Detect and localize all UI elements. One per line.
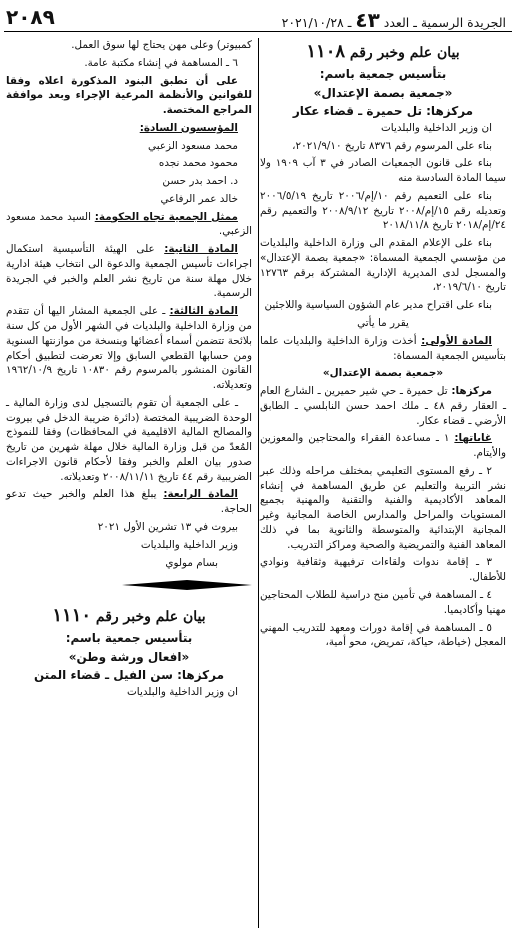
article-3: [6, 304, 252, 393]
article-2-label: المادة الثانية:: [164, 243, 238, 256]
association-name: «جمعية بصمة الإعتدال»: [313, 85, 453, 100]
recital: بناء على المرسوم رقم ٨٣٧٦ تاريخ ٢٠٢١/٩/١٠،: [292, 139, 492, 152]
article-1-label: المادة الأولى:: [421, 334, 492, 347]
recital: بناء على التعميم رقم ١٠/إم/٢٠٠٦ تاريخ ٢٠٠٦/٥/١٩ وتعديله رقم ١٥/إم/٢٠٠٨ تاريخ ٢٠٠٨/٩/١٢ والتعميم رقم ٢٤/إم/٢٠١٨ تاريخ ٢٠١٨/١١/٨: [260, 189, 506, 232]
article-4-text: يبلغ هذا العلم والخبر حيث تدعو الحاجة.: [6, 488, 252, 516]
article-3-label: المادة الثالثة:: [169, 305, 238, 318]
goal-item: ٣ ـ إقامة ندوات ولقاءات ترفيهية وثقافية ونوادي للأطفال.: [260, 556, 506, 584]
next-association-name: «افعال ورشة وطن»: [68, 649, 190, 664]
goal-item: ٥ ـ المساهمة في إقامة دورات ومعهد للتدريب المهني المعجل (خياطة، حياكة، تمريض، محو أمية،: [260, 621, 506, 649]
article-2-text: على الهيئة التأسيسية استكمال اجراءات تأسيس الجمعية والدعوة الى انتخاب هيئة ادارية خلال مهلة سنة من تاريخ نشر العلم والخبر في الجريدة الرسمية.: [6, 243, 252, 300]
signature-name: بسام مولوي: [165, 556, 218, 569]
goal-item: ٢ ـ رفع المستوى التعليمي بمختلف مراحله وذلك عبر نشر التربية والتعليم عن طريق المساهمة في إنشاء المعاهد الأكاديمية والفنية والتقنية والمهنية بجميع المستويات والمراحل والمدارس الخاصة المجانية وغير المجانية الإبتدائية والمتوسطة والثانوية بما في ذلك المعاهد الفنية والتمريضية والصحية ومراكز التدريب.: [260, 464, 506, 551]
article-1-text: أخذت وزارة الداخلية والبلديات علما بتأسيس الجمعية المسماة:: [260, 334, 506, 362]
next-minister-intro: ان وزير الداخلية والبلديات: [127, 685, 238, 698]
article-4-label: المادة الرابعة:: [163, 488, 238, 501]
government-representative: [6, 210, 252, 240]
signature-place-date: بيروت في ١٣ تشرين الأول ٢٠٢١: [97, 520, 238, 533]
article-1-hq-text: تل حميرة ـ حي شير حميرين ـ الشارع العام ـ العقار رقم ٤٨ ـ ملك احمد حسن النابلسي ـ الطابق الأرضي ـ قضاء عكار.: [260, 385, 507, 427]
next-statement-number: ١١١٠: [52, 605, 92, 627]
founder-name: خالد عمر الرفاعي: [160, 192, 238, 205]
next-statement-title-text: بيان علم وخبر رقم: [95, 609, 206, 626]
founder-name: محمد مسعود الزعبي: [148, 139, 238, 152]
page-header: [0, 0, 516, 32]
right-column: [260, 38, 506, 653]
article-2: [6, 242, 252, 301]
decides-heading: يقرر ما يأتي: [357, 316, 409, 329]
issue-date: ـ ٢٠٢١/١٠/٢٨: [281, 15, 352, 30]
recital: بناء على قانون الجمعيات الصادر في ٣ آب ١٩٠٩ ولا سيما المادة السادسة منه: [260, 157, 506, 185]
rep-text: السيد محمد مسعود الزعبي.: [6, 210, 252, 238]
next-association-hq: مركزها: سن الفيل ـ قضاء المتن: [33, 668, 225, 683]
founder-name: محمود محمد نجده: [158, 157, 238, 170]
article-1: [260, 334, 506, 364]
goals: [260, 431, 506, 461]
goals-label: غاياتها:: [454, 432, 493, 445]
goal-continuation: كمبيوتر) وعلى مهن يحتاج لها سوق العمل.: [71, 39, 252, 51]
signature-title: وزير الداخلية والبلديات: [140, 538, 238, 551]
founders-label: المؤسسون السادة:: [139, 121, 238, 134]
founder-name: د. احمد بدر حسن: [162, 175, 238, 188]
goal-item: ٤ ـ المساهمة في تأمين منح دراسية للطلاب المحتاجين مهنيا وأكاديميا.: [260, 588, 506, 616]
header-rule: [4, 31, 512, 32]
statement-subtitle: بتأسيس جمعية باسم:: [319, 67, 447, 81]
column-divider: [258, 38, 259, 928]
goal-item: ٦ ـ المساهمة في إنشاء مكتبة عامة.: [84, 56, 238, 69]
section-divider-ornament: [122, 579, 252, 591]
article-1-name: «جمعية بصمة الإعتدال»: [322, 367, 444, 380]
statement-title-text: بيان علم وخبر رقم: [349, 45, 460, 61]
recital: بناء على الإعلام المقدم الى وزارة الداخلية والبلديات من مؤسسي الجمعية المسماة: «جمعية بصمة الإعتدال» والمسجل لدى المديرية الإدارية المشتركة برقم ١٢٧٦٣ تاريخ ٢٠١٩/٦/١٠،: [260, 237, 506, 294]
recital: بناء على اقتراح مدير عام الشؤون السياسية واللاجئين: [264, 299, 492, 312]
article-3-tax: ـ على الجمعية أن تقوم بالتسجيل لدى وزارة المالية ـ الوحدة الضريبية المختصة (دائرة ضريبة الدخل في بيروت والمصالح المالية الاقليمية في المحافظات) وفقا للنموذج المُعدّ من قبل وزارة المالية خلال مهلة شهرين من تاريخ صدور بيان العلم والخبر وفقا لأحكام قانون الاجراءات الضريبية رقم ٤٤ تاريخ ٢٠٠٨/١١/١١ وتعديلاته.: [6, 396, 252, 483]
gazette-name: الجريدة الرسمية ـ العدد: [383, 15, 506, 30]
issue-number: ٤٣: [355, 8, 380, 32]
compliance-clause: على أن تطبق البنود المذكورة اعلاه وفقا للقوانين والأنظمة المرعية الإجراء وبعد موافقة المراجع المختصة.: [6, 74, 252, 117]
rep-label: ممثل الجمعية تجاه الحكومة:: [94, 210, 238, 223]
goal-item: ١ ـ مساعدة الفقراء والمحتاجين والمعوزين والأيتام.: [260, 432, 506, 460]
association-hq: مركزها: تل حميرة ـ قضاء عكار: [292, 104, 474, 119]
statement-title: [260, 38, 506, 65]
article-1-hq: [260, 384, 506, 428]
article-1-hq-label: مركزها:: [451, 385, 492, 398]
page-number: ٢٠٨٩: [6, 5, 55, 29]
article-4: [6, 487, 252, 517]
article-3-text: ـ على الجمعية المشار اليها أن تتقدم من وزارة الداخلية والبلديات في الشهر الأول من كل سنة بلائحة تتضمن أسماء أعضائها وبنسخة من موازنتها السنوية ومن حسابها القطعي السابق وإلا تعرضت لتطبيق أحكام القانون المنشور بالمرسوم رقم ١٠٨٣٠ تاريخ ١٩٦٢/١٠/٩ وتعديلاته.: [6, 305, 252, 392]
next-statement-subtitle: بتأسيس جمعية باسم:: [65, 631, 193, 646]
left-column: [6, 38, 252, 703]
next-statement-title: [6, 602, 252, 629]
minister-intro: ان وزير الداخلية والبلديات: [381, 121, 492, 134]
statement-number: ١١٠٨: [306, 41, 346, 62]
